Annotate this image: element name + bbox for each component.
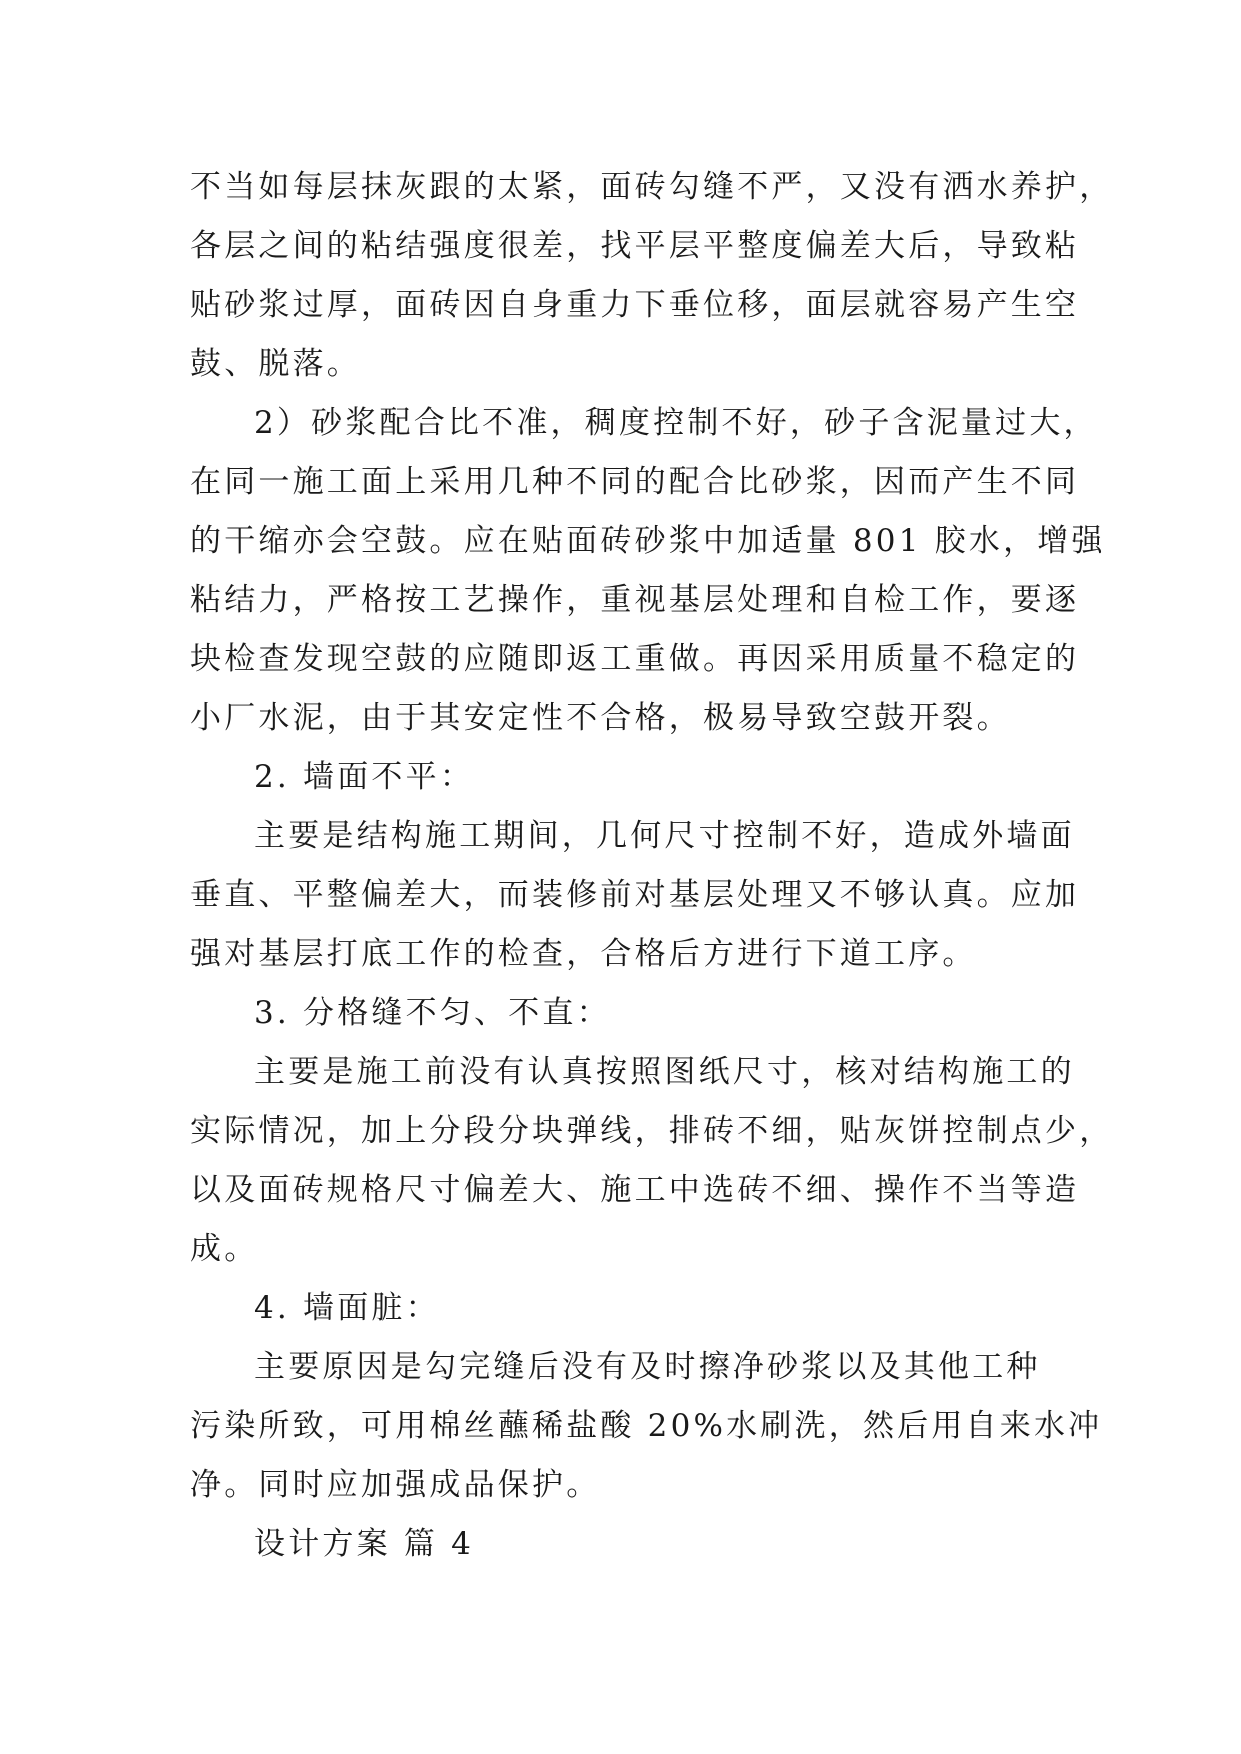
body-line: 净。同时应加强成品保护。 <box>190 1467 601 1503</box>
section-heading: 4. 墙面脏： <box>254 1290 440 1326</box>
body-line: 鼓、脱落。 <box>190 346 361 382</box>
body-line: 主要是结构施工期间，几何尺寸控制不好，造成外墙面 <box>254 818 1075 854</box>
body-line: 在同一施工面上采用几种不同的配合比砂浆，因而产生不同 <box>190 464 1080 500</box>
body-line: 污染所致，可用棉丝蘸稀盐酸 20%水刷洗，然后用自来水冲 <box>190 1408 1103 1444</box>
body-line: 主要原因是勾完缝后没有及时擦净砂浆以及其他工种 <box>254 1349 1041 1385</box>
body-line: 实际情况，加上分段分块弹线，排砖不细，贴灰饼控制点少， <box>190 1113 1114 1149</box>
section-heading: 2. 墙面不平： <box>254 759 475 795</box>
document-body <box>190 158 1114 1574</box>
body-line: 2）砂浆配合比不准，稠度控制不好，砂子含泥量过大， <box>254 405 1098 441</box>
body-line: 成。 <box>190 1231 259 1267</box>
body-line: 强对基层打底工作的检查，合格后方进行下道工序。 <box>190 936 977 972</box>
body-line: 不当如每层抹灰跟的太紧，面砖勾缝不严，又没有洒水养护， <box>190 169 1114 205</box>
body-line: 块检查发现空鼓的应随即返工重做。再因采用质量不稳定的 <box>190 641 1080 677</box>
body-line: 小厂水泥，由于其安定性不合格，极易导致空鼓开裂。 <box>190 700 1011 736</box>
body-line: 的干缩亦会空鼓。应在贴面砖砂浆中加适量 801 胶水，增强 <box>190 523 1106 559</box>
body-line: 主要是施工前没有认真按照图纸尺寸，核对结构施工的 <box>254 1054 1075 1090</box>
section-heading: 3. 分格缝不匀、不直： <box>254 995 611 1031</box>
body-line: 以及面砖规格尺寸偏差大、施工中选砖不细、操作不当等造 <box>190 1172 1080 1208</box>
section-title: 设计方案 篇 4 <box>254 1526 475 1562</box>
body-line: 贴砂浆过厚，面砖因自身重力下垂位移，面层就容易产生空 <box>190 287 1080 323</box>
body-line: 各层之间的粘结强度很差，找平层平整度偏差大后，导致粘 <box>190 228 1080 264</box>
body-line: 垂直、平整偏差大，而装修前对基层处理又不够认真。应加 <box>190 877 1080 913</box>
body-line: 粘结力，严格按工艺操作，重视基层处理和自检工作，要逐 <box>190 582 1080 618</box>
